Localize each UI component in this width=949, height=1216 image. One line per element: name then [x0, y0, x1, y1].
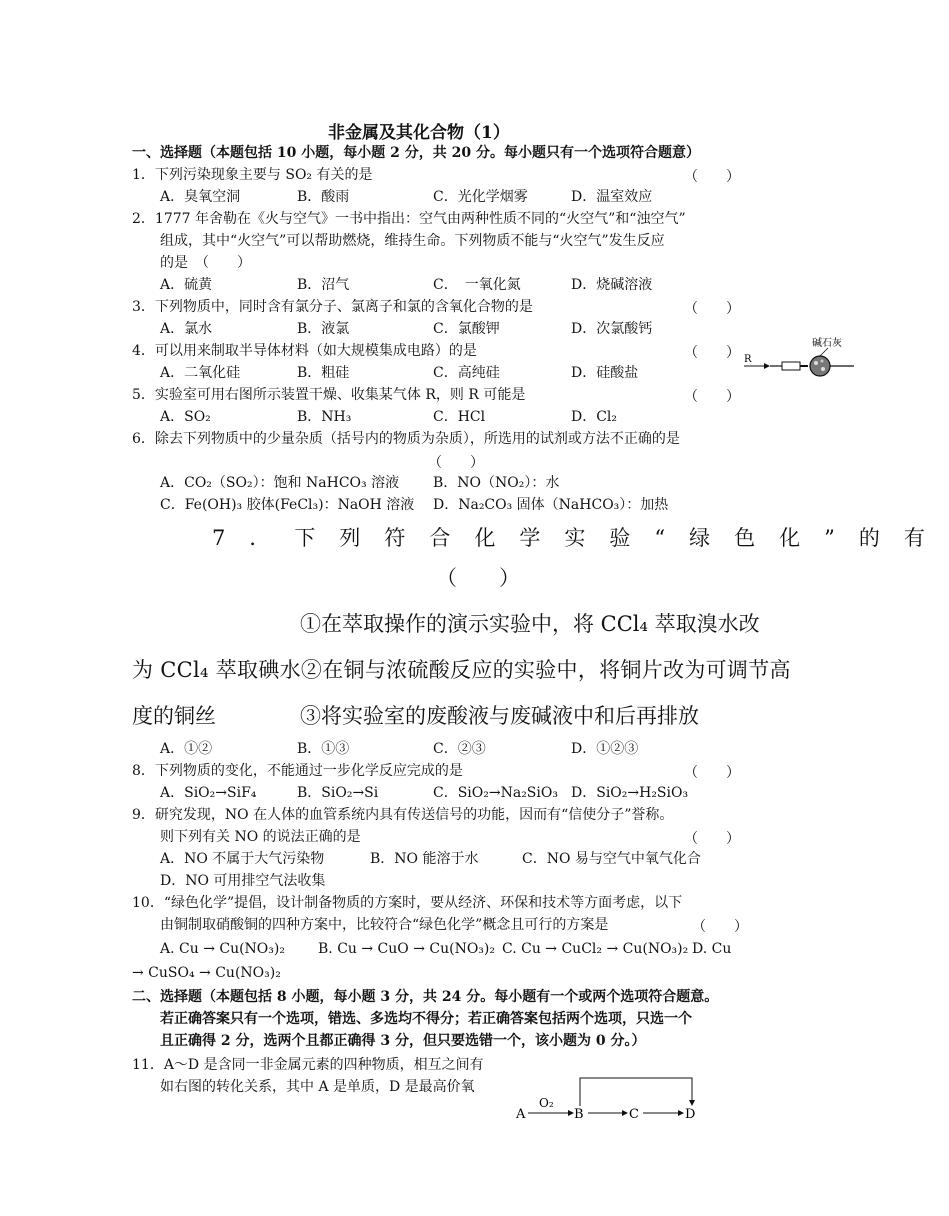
node-b: B — [574, 1107, 584, 1122]
section-instructions: 且正确得 2 分，选两个且都正确得 3 分，但只要选错一个，该小题为 0 分。） — [160, 1033, 646, 1049]
option-d: D．温室效应 — [571, 189, 653, 205]
option-a: A．硫黄 — [160, 277, 213, 293]
option-c: C．②③ — [433, 741, 486, 757]
option-d: D．次氯酸钙 — [571, 321, 653, 337]
conversion-diagram — [512, 1072, 708, 1120]
option-d: D．Cl₂ — [571, 409, 618, 425]
question-stem: 的是 （ ） — [160, 255, 251, 271]
option-c: C. Cu → CuCl₂ → Cu(NO₃)₂ — [502, 941, 689, 957]
option-c: C．高纯硅 — [433, 365, 500, 381]
option-d: D．NO 可用排空气法收集 — [160, 873, 326, 889]
option-a: A．二氧化硅 — [160, 365, 241, 381]
option-c: C．SiO₂→Na₂SiO₃ — [433, 785, 558, 801]
question-stem: 8．下列物质的变化，不能通过一步化学反应完成的是 — [132, 763, 463, 779]
gas-r-label: R — [744, 354, 752, 365]
option-b: B．沼气 — [297, 277, 350, 293]
option-a: A．①② — [160, 741, 213, 757]
answer-blank: （ ） — [692, 919, 748, 935]
question-stem: 2．1777 年舍勒在《火与空气》一书中指出：空气由两种性质不同的“火空气”和“浊空气” — [132, 211, 686, 227]
node-a: A — [516, 1107, 526, 1122]
drying-apparatus-figure — [742, 336, 858, 380]
section-heading: 二、选择题（本题包括 8 小题，每小题 3 分，共 24 分。每小题有一个或两个选项符合题意。 — [132, 989, 719, 1005]
option-a: A．臭氧空洞 — [160, 189, 241, 205]
section-heading: 一、选择题（本题包括 10 小题，每小题 2 分，共 20 分。每小题只有一个选项符合题意） — [132, 145, 700, 161]
answer-blank: （ ） — [684, 389, 740, 405]
option-b: B．NO（NO₂）：水 — [433, 475, 560, 491]
option-a: A．氯水 — [160, 321, 213, 337]
option-b: B．液氯 — [297, 321, 350, 337]
question-stem: 7．下列符合化学实验“绿色化”的有 — [212, 526, 949, 550]
option-d: D．硅酸盐 — [571, 365, 639, 381]
soda-lime-label: 碱石灰 — [812, 338, 842, 349]
question-stem: 6．除去下列物质中的少量杂质（括号内的物质为杂质），所选用的试剂或方法不正确的是 — [132, 431, 680, 447]
answer-blank: （ ） — [684, 831, 740, 847]
question-stem: 9．研究发现，NO 在人体的血管系统内具有传送信号的功能，因而有“信使分子”誉称。 — [132, 807, 674, 823]
option-d-continued: → CuSO₄ → Cu(NO₃)₂ — [132, 965, 281, 981]
question-stem: 由铜制取硝酸铜的四种方案中，比较符合“绿色化学”概念且可行的方案是 — [160, 917, 609, 933]
question-stem: 为 CCl₄ 萃取碘水②在铜与浓硫酸反应的实验中，将铜片改为可调节高 — [132, 658, 791, 682]
node-c: C — [629, 1107, 639, 1122]
option-d: D．Na₂CO₃ 固体（NaHCO₃）：加热 — [433, 497, 669, 513]
page-title: 非金属及其化合物（1） — [328, 123, 510, 143]
answer-blank: （ ） — [684, 765, 740, 781]
answer-blank: （ ） — [428, 455, 484, 471]
question-stem: 组成，其中“火空气”可以帮助燃烧，维持生命。下列物质不能与“火空气”发生反应 — [160, 233, 665, 249]
option-d: D．①②③ — [571, 741, 639, 757]
option-c: C． 一氧化氮 — [433, 277, 521, 293]
option-d: D. Cu — [692, 941, 732, 957]
answer-blank: （ ） — [684, 169, 740, 185]
option-b: B．NO 能溶于水 — [370, 851, 479, 867]
question-stem: 4．可以用来制取半导体材料（如大规模集成电路）的是 — [132, 343, 477, 359]
arrow-label-o2: O₂ — [539, 1096, 554, 1110]
option-b: B．酸雨 — [297, 189, 350, 205]
option-b: B．粗硅 — [297, 365, 350, 381]
section-instructions: 若正确答案只有一个选项，错选、多选均不得分；若正确答案包括两个选项，只选一个 — [160, 1011, 692, 1027]
question-stem: 度的铜丝 ③将实验室的废酸液与废碱液中和后再排放 — [132, 704, 699, 728]
question-stem: 10．“绿色化学”提倡，设计制备物质的方案时，要从经济、环保和技术等方面考虑，以下 — [132, 895, 683, 911]
option-c: C．HCl — [433, 409, 486, 425]
answer-blank: （ ） — [684, 345, 740, 361]
option-b: B．NH₃ — [297, 409, 352, 425]
option-a: A. Cu → Cu(NO₃)₂ — [160, 941, 285, 957]
option-c: C．Fe(OH)₃ 胶体(FeCl₃)：NaOH 溶液 — [160, 497, 415, 513]
question-stem: 则下列有关 NO 的说法正确的是 — [160, 829, 361, 845]
option-c: C．NO 易与空气中氧气化合 — [522, 851, 701, 867]
option-a: A．SO₂ — [160, 409, 211, 425]
option-a: A．CO₂（SO₂）：饱和 NaHCO₃ 溶液 — [160, 475, 400, 491]
question-stem: 11．A～D 是含同一非金属元素的四种物质，相互之间有 — [132, 1057, 484, 1073]
question-stem: 1．下列污染现象主要与 SO₂ 有关的是 — [132, 167, 373, 183]
answer-blank: （ ） — [436, 566, 520, 590]
option-d: D．烧碱溶液 — [571, 277, 653, 293]
question-stem: 3．下列物质中，同时含有氯分子、氯离子和氯的含氧化合物的是 — [132, 299, 533, 315]
option-c: C．氯酸钾 — [433, 321, 500, 337]
option-b: B．①③ — [297, 741, 350, 757]
question-stem: 如右图的转化关系，其中 A 是单质，D 是最高价氧 — [160, 1079, 475, 1095]
question-stem: 5．实验室可用右图所示装置干燥、收集某气体 R，则 R 可能是 — [132, 387, 526, 403]
node-d: D — [685, 1107, 696, 1122]
option-b: B．SiO₂→Si — [297, 785, 379, 801]
option-d: D．SiO₂→H₂SiO₃ — [571, 785, 689, 801]
question-stem: ①在萃取操作的演示实验中，将 CCl₄ 萃取溴水改 — [300, 612, 760, 636]
answer-blank: （ ） — [684, 301, 740, 317]
option-a: A．NO 不属于大气污染物 — [160, 851, 325, 867]
option-a: A．SiO₂→SiF₄ — [160, 785, 257, 801]
option-b: B. Cu → CuO → Cu(NO₃)₂ — [318, 941, 495, 957]
option-c: C．光化学烟雾 — [433, 189, 528, 205]
